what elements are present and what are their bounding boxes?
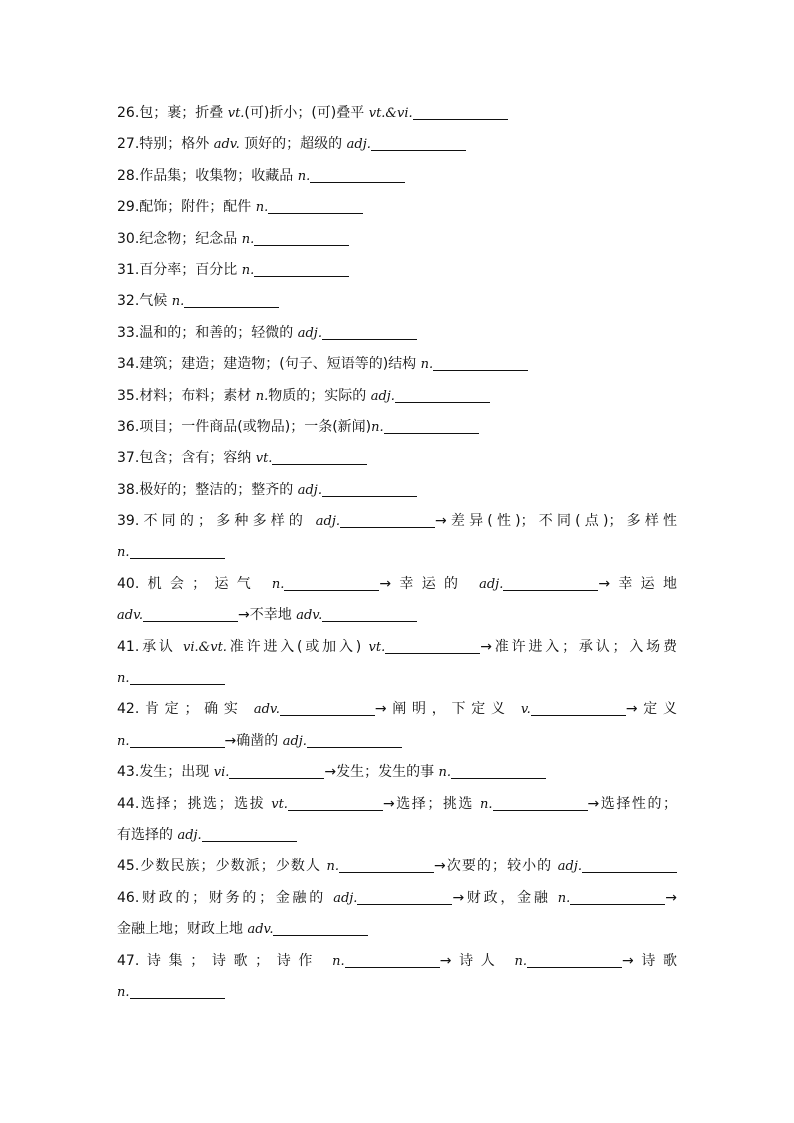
part-of-speech-label: adj. — [297, 482, 322, 498]
answer-blank[interactable] — [184, 293, 279, 308]
part-of-speech-label: n. — [241, 231, 255, 247]
answer-blank[interactable] — [130, 670, 225, 685]
worksheet-line — [117, 255, 677, 286]
worksheet-line — [117, 161, 677, 192]
answer-blank[interactable] — [339, 858, 434, 873]
worksheet-line — [117, 569, 677, 600]
worksheet-line — [117, 789, 677, 820]
line-text: 36.项目；一件商品(或物品)；一条(新闻) — [117, 418, 372, 435]
answer-blank[interactable] — [254, 231, 349, 246]
part-of-speech-label: n. — [420, 357, 434, 373]
part-of-speech-label: n. — [514, 953, 527, 969]
line-text: →次要的；较小的 — [434, 858, 558, 875]
answer-blank[interactable] — [527, 953, 622, 968]
part-of-speech-label: n. — [117, 671, 130, 687]
worksheet-line — [117, 475, 677, 506]
answer-blank[interactable] — [202, 827, 297, 842]
answer-blank[interactable] — [340, 513, 435, 528]
part-of-speech-label: adj. — [282, 733, 307, 749]
line-text: 46.财政的；财务的；金融的 — [117, 889, 334, 906]
answer-blank[interactable] — [582, 858, 677, 873]
part-of-speech-label: adv. — [213, 137, 240, 153]
part-of-speech-label: n. — [255, 388, 269, 404]
part-of-speech-label: n. — [557, 890, 571, 906]
answer-blank[interactable] — [273, 921, 368, 936]
line-text: 38.极好的；整洁的；整齐的 — [117, 481, 298, 498]
line-text: 32.气候 — [117, 293, 172, 310]
part-of-speech-label: n. — [241, 262, 255, 278]
part-of-speech-label: adj. — [177, 827, 202, 843]
line-text: 30.纪念物；纪念品 — [117, 230, 242, 247]
part-of-speech-label: adj. — [346, 137, 371, 153]
part-of-speech-label: v. — [520, 702, 531, 718]
line-text: 37.包含；含有；容纳 — [117, 450, 256, 467]
worksheet-line — [117, 851, 677, 882]
answer-blank[interactable] — [272, 450, 367, 465]
part-of-speech-label: vt. — [368, 639, 386, 655]
answer-blank[interactable] — [385, 639, 480, 654]
part-of-speech-label: n. — [117, 984, 130, 1000]
part-of-speech-label: n. — [271, 576, 285, 592]
worksheet-line — [117, 632, 677, 663]
part-of-speech-label: vt. — [255, 451, 273, 467]
worksheet-line — [117, 224, 677, 255]
worksheet-line — [117, 537, 677, 568]
answer-blank[interactable] — [357, 890, 452, 905]
worksheet-line — [117, 381, 677, 412]
part-of-speech-label: adj. — [315, 514, 341, 530]
answer-blank[interactable] — [395, 388, 490, 403]
answer-blank[interactable] — [143, 607, 238, 622]
line-text: →发生；发生的事 — [324, 764, 439, 781]
answer-blank[interactable] — [371, 136, 466, 151]
answer-blank[interactable] — [307, 733, 402, 748]
line-text: →阐明，下定义 — [374, 701, 521, 718]
answer-blank[interactable] — [493, 796, 588, 811]
line-text: →准许进入；承认；入场费 — [480, 638, 678, 655]
line-text: →定义 — [625, 701, 678, 718]
line-text: 27.特别；格外 — [117, 136, 214, 153]
part-of-speech-label: adv. — [296, 608, 323, 624]
part-of-speech-label: n. — [255, 200, 269, 216]
worksheet-line — [117, 443, 677, 474]
line-text: →选择；挑选 — [382, 795, 480, 812]
worksheet-line — [117, 318, 677, 349]
answer-blank[interactable] — [531, 701, 626, 716]
line-text: 31.百分率；百分比 — [117, 261, 242, 278]
part-of-speech-label: n. — [117, 545, 130, 561]
answer-blank[interactable] — [288, 796, 383, 811]
worksheet-line — [117, 726, 677, 757]
line-text: 顶好的；超级的 — [239, 136, 347, 153]
part-of-speech-label: n. — [438, 765, 452, 781]
line-text: →幸运地 — [598, 575, 677, 592]
line-text: 41.承认 — [117, 638, 184, 655]
part-of-speech-label: adj. — [333, 890, 358, 906]
line-text: →幸运的 — [379, 575, 480, 592]
line-text: →诗歌 — [621, 952, 677, 969]
answer-blank[interactable] — [280, 701, 375, 716]
answer-blank[interactable] — [284, 576, 379, 591]
worksheet-line — [117, 914, 677, 945]
line-text: 物质的；实际的 — [268, 387, 371, 404]
answer-blank[interactable] — [254, 262, 349, 277]
answer-blank[interactable] — [130, 733, 225, 748]
answer-blank[interactable] — [451, 764, 546, 779]
answer-blank[interactable] — [322, 325, 417, 340]
part-of-speech-label: n. — [371, 419, 384, 435]
answer-blank[interactable] — [384, 419, 479, 434]
part-of-speech-label: vi. — [213, 765, 230, 781]
worksheet-line — [117, 820, 677, 851]
worksheet-line — [117, 977, 677, 1008]
part-of-speech-label: n. — [326, 859, 340, 875]
line-text: → — [665, 889, 677, 906]
part-of-speech-label: n. — [117, 733, 130, 749]
answer-blank[interactable] — [322, 607, 417, 622]
line-text: 45.少数民族；少数派；少数人 — [117, 858, 327, 875]
part-of-speech-label: n. — [332, 953, 345, 969]
line-text: →诗人 — [439, 952, 515, 969]
answer-blank[interactable] — [130, 984, 225, 999]
line-text: 金融上地；财政上地 — [117, 921, 248, 938]
worksheet-line — [117, 129, 677, 160]
line-text: →财政，金融 — [452, 889, 558, 906]
worksheet-line — [117, 757, 677, 788]
worksheet-line — [117, 349, 677, 380]
part-of-speech-label: vt. — [271, 796, 288, 812]
line-text: 35.材料；布料；素材 — [117, 387, 256, 404]
worksheet-line — [117, 506, 677, 537]
part-of-speech-label: adv. — [253, 702, 280, 718]
worksheet-line — [117, 98, 677, 129]
answer-blank[interactable] — [413, 105, 508, 120]
worksheet-line — [117, 412, 677, 443]
part-of-speech-label: n. — [297, 168, 311, 184]
answer-blank[interactable] — [345, 953, 440, 968]
line-text: →选择性的； — [587, 795, 677, 812]
vocabulary-worksheet — [117, 98, 677, 1008]
line-text: 44.选择；挑选；选拔 — [117, 795, 272, 812]
part-of-speech-label: adv. — [117, 608, 144, 624]
part-of-speech-label: vi.&vt. — [183, 639, 227, 655]
line-text: 33.温和的；和善的；轻微的 — [117, 324, 298, 341]
answer-blank[interactable] — [229, 764, 324, 779]
part-of-speech-label: adj. — [479, 576, 504, 592]
line-text: 39.不同的；多种多样的 — [117, 513, 316, 530]
line-text: →差异(性)；不同(点)；多样性 — [435, 513, 678, 530]
line-text: 40.机会；运气 — [117, 575, 272, 592]
part-of-speech-label: vt. — [227, 106, 245, 121]
line-text: 26.包；裹；折叠 — [117, 105, 228, 121]
answer-blank[interactable] — [310, 168, 405, 183]
answer-blank[interactable] — [322, 482, 417, 497]
line-text: 29.配饰；附件；配件 — [117, 199, 256, 216]
part-of-speech-label: n. — [171, 294, 185, 310]
part-of-speech-label: adj. — [557, 859, 582, 875]
part-of-speech-label: n. — [479, 796, 493, 812]
answer-blank[interactable] — [268, 199, 363, 214]
answer-blank[interactable] — [130, 544, 225, 559]
worksheet-line — [117, 192, 677, 223]
line-text: (可)折小；(可)叠平 — [244, 105, 369, 121]
answer-blank[interactable] — [570, 890, 665, 905]
part-of-speech-label: adj. — [370, 388, 395, 404]
worksheet-line — [117, 600, 677, 631]
part-of-speech-label: adj. — [297, 325, 322, 341]
line-text: →确凿的 — [224, 732, 283, 749]
worksheet-line — [117, 663, 677, 694]
worksheet-line — [117, 883, 677, 914]
line-text: 47.诗集；诗歌；诗作 — [117, 952, 333, 969]
answer-blank[interactable] — [503, 576, 598, 591]
line-text: →不幸地 — [238, 607, 297, 624]
part-of-speech-label: adv. — [247, 922, 274, 938]
line-text: 42.肯定；确实 — [117, 701, 254, 718]
worksheet-line — [117, 286, 677, 317]
line-text: 28.作品集；收集物；收藏品 — [117, 167, 298, 184]
answer-blank[interactable] — [433, 356, 528, 371]
line-text: 43.发生；出现 — [117, 764, 214, 781]
part-of-speech-label: vt.&vi. — [368, 106, 413, 121]
worksheet-line — [117, 694, 677, 725]
line-text: 34.建筑；建造；建造物；(句子、短语等的)结构 — [117, 356, 421, 373]
worksheet-line — [117, 946, 677, 977]
line-text: 准许进入(或加入) — [226, 638, 369, 655]
line-text: 有选择的 — [117, 826, 178, 843]
